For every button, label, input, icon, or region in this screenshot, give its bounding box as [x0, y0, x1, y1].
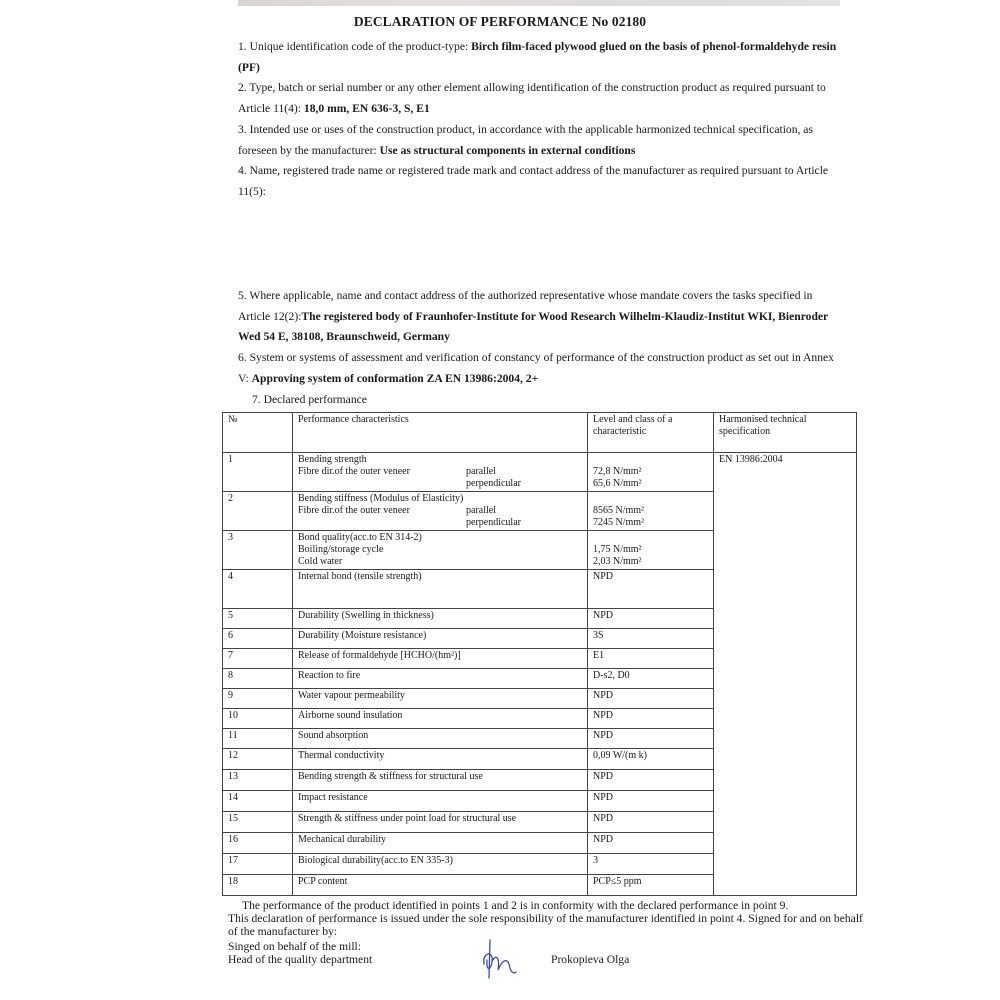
- conformity-statement: The performance of the product identified in points 1 and 2 is in conformity with the declared performance in point 9.: [242, 899, 789, 912]
- section-2-label: 2. Type, batch or serial number or any other element allowing identification of the construction product as required pursuant to Article 11(4):: [238, 81, 826, 115]
- declared-performance-table: [222, 412, 857, 896]
- header-no: №: [223, 413, 293, 453]
- row-value: NPD: [588, 729, 714, 749]
- row-value: 1,75 N/mm²: [593, 544, 642, 555]
- row-no: 2: [223, 492, 293, 531]
- row-title: Bond quality(acc.to EN 314-2): [298, 532, 422, 543]
- header-level: Level and class of a characteristic: [588, 413, 714, 453]
- row-value: NPD: [588, 609, 714, 629]
- section-2-value: 18,0 mm, EN 636-3, S, E1: [303, 101, 430, 115]
- section-5-label: 5. Where applicable, name and contact address of the authorized representative whose mandate covers the tasks specified in Article 12(2):: [238, 289, 813, 323]
- section-5: [238, 286, 843, 348]
- row-value: 3S: [588, 629, 714, 649]
- row-value: NPD: [588, 833, 714, 854]
- row-value: NPD: [588, 791, 714, 812]
- header-spec: Harmonised technical specification: [714, 413, 857, 453]
- row-no: 5: [223, 609, 293, 629]
- row-characteristic: [293, 531, 588, 570]
- section-1-value: Birch film-faced plywood glued on the basis of phenol-formaldehyde resin (PF): [238, 40, 837, 74]
- row-level: [588, 492, 714, 531]
- position-label: Head of the quality department: [228, 953, 373, 966]
- section-6-value: Approving system of conformation ZA EN 13986:2004, 2+: [251, 371, 539, 385]
- row-value: PCP≤5 ppm: [588, 875, 714, 896]
- row-no: 18: [223, 875, 293, 896]
- row-title: Airborne sound insulation: [293, 709, 588, 729]
- row-no: 14: [223, 791, 293, 812]
- row-title: Bending strength: [298, 454, 367, 465]
- section-3-label: 3. Intended use or uses of the construction product, in accordance with the applicable harmonized technical specification, as foreseen by the manufacturer:: [238, 123, 813, 157]
- row-value: 7245 N/mm²: [593, 517, 645, 528]
- row-value: 72,8 N/mm²: [593, 466, 642, 477]
- row-title: Durability (Swelling in thickness): [293, 609, 588, 629]
- header-characteristic: Performance characteristics: [293, 413, 588, 453]
- row-dir: perpendicular: [466, 478, 521, 489]
- section-5-value: The registered body of Fraunhofer-Institute for Wood Research Wilhelm-Klaudiz-Institut WKI, Bienroder Wed 54 E, 38108, Braunschweid, Germany: [238, 309, 828, 343]
- section-1-label: 1. Unique identification code of the product-type:: [238, 40, 472, 53]
- row-line-label: Cold water: [298, 556, 343, 567]
- table-header-row: [223, 413, 857, 453]
- row-no: 8: [223, 669, 293, 689]
- row-no: 16: [223, 833, 293, 854]
- row-no: 11: [223, 729, 293, 749]
- row-characteristic: [293, 492, 588, 531]
- row-title: Sound absorption: [293, 729, 588, 749]
- section-6: [238, 348, 843, 389]
- section-1: [238, 37, 843, 78]
- row-title: Thermal conductivity: [293, 749, 588, 770]
- row-no: 10: [223, 709, 293, 729]
- row-dir: perpendicular: [466, 517, 521, 528]
- row-value: 2,03 N/mm²: [593, 556, 642, 567]
- section-4-label: 4. Name, registered trade name or registered trade mark and contact address of the manufacturer as required pursuant to Article 11(5):: [238, 164, 829, 198]
- row-level: [588, 453, 714, 492]
- row-sub-label: Fibre dir.of the outer veneer: [298, 505, 410, 516]
- row-dir: parallel: [466, 505, 496, 516]
- signed-mill-label: Singed on behalf of the mill:: [228, 940, 361, 953]
- row-level: [588, 531, 714, 570]
- row-no: 9: [223, 689, 293, 709]
- signatory-name: Prokopieva Olga: [551, 953, 630, 966]
- row-no: 17: [223, 854, 293, 875]
- section-4: [238, 161, 843, 202]
- row-value: 0,09 W/(m k): [588, 749, 714, 770]
- row-value: NPD: [588, 812, 714, 833]
- row-no: 4: [223, 570, 293, 609]
- row-no: 12: [223, 749, 293, 770]
- row-value: NPD: [588, 570, 714, 609]
- section-3: [238, 120, 843, 161]
- row-sub-label: Fibre dir.of the outer veneer: [298, 466, 410, 477]
- row-title: Water vapour permeability: [293, 689, 588, 709]
- row-no: 15: [223, 812, 293, 833]
- row-no: 1: [223, 453, 293, 492]
- table-row: [223, 453, 857, 492]
- scan-edge-band: [238, 0, 840, 6]
- harmonised-spec-cell: EN 13986:2004: [714, 453, 857, 896]
- row-no: 7: [223, 649, 293, 669]
- row-value: NPD: [588, 770, 714, 791]
- row-title: Internal bond (tensile strength): [293, 570, 588, 609]
- row-title: Mechanical durability: [293, 833, 588, 854]
- row-value: D-s2, D0: [588, 669, 714, 689]
- row-title: Bending strength & stiffness for structural use: [293, 770, 588, 791]
- section-7-label: 7. Declared performance: [252, 393, 367, 406]
- row-value: NPD: [588, 689, 714, 709]
- row-line-label: Boiling/storage cycle: [298, 544, 384, 555]
- row-value: 8565 N/mm²: [593, 505, 645, 516]
- section-3-value: Use as structural components in external conditions: [379, 143, 636, 157]
- row-title: Durability (Moisture resistance): [293, 629, 588, 649]
- row-value: NPD: [588, 709, 714, 729]
- row-title: Bending stiffness (Modulus of Elasticity): [298, 493, 464, 504]
- document-title: DECLARATION OF PERFORMANCE No 02180: [353, 14, 647, 29]
- row-value: E1: [588, 649, 714, 669]
- row-title: PCP content: [293, 875, 588, 896]
- row-title: Release of formaldehyde [HCHO/(hm²)]: [293, 649, 588, 669]
- signature-icon: [478, 938, 518, 980]
- row-title: Impact resistance: [293, 791, 588, 812]
- row-no: 13: [223, 770, 293, 791]
- row-characteristic: [293, 453, 588, 492]
- row-title: Biological durability(acc.to EN 335-3): [293, 854, 588, 875]
- responsibility-statement: This declaration of performance is issued under the sole responsibility of the manufacturer identified in point 4. Signed for and on behalf of the manufacturer by:: [228, 912, 863, 938]
- row-value: 3: [588, 854, 714, 875]
- row-no: 3: [223, 531, 293, 570]
- section-2: [238, 78, 843, 119]
- section-6-label: 6. System or systems of assessment and verification of constancy of performance of the construction product as set out in Annex V:: [238, 351, 834, 385]
- row-dir: parallel: [466, 466, 496, 477]
- section-7: [252, 390, 857, 411]
- row-title: Strength & stiffness under point load for structural use: [293, 812, 588, 833]
- row-title: Reaction to fire: [293, 669, 588, 689]
- row-no: 6: [223, 629, 293, 649]
- row-value: 65,6 N/mm²: [593, 478, 642, 489]
